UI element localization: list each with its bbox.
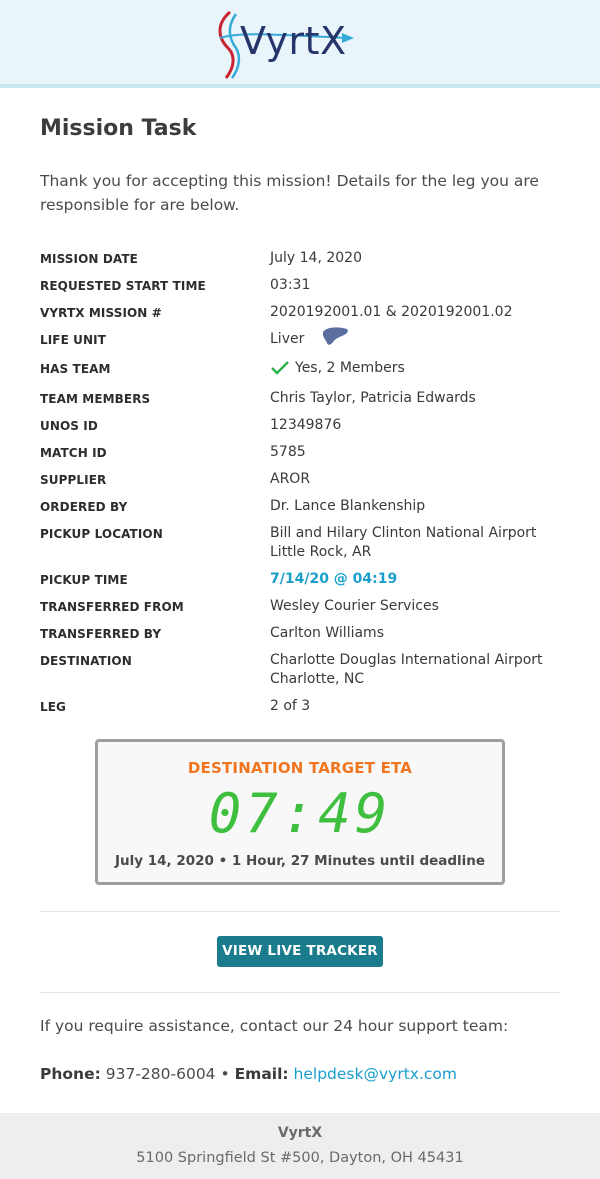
detail-value: Dr. Lance Blankenship [270,498,426,514]
detail-label: VYRTX MISSION # [40,306,162,320]
detail-label: MATCH ID [40,446,107,460]
detail-value: 2020192001.01 & 2020192001.02 [270,304,513,320]
detail-label: HAS TEAM [40,362,111,376]
detail-value [270,330,570,349]
intro-text: Thank you for accepting this mission! Details for the leg you are responsible for are below. [40,172,539,214]
page-title: Mission Task [40,116,197,141]
detail-value: AROR [270,471,311,487]
pickup-location-line2: Little Rock, AR [270,544,372,560]
detail-label: TRANSFERRED FROM [40,600,184,614]
detail-value [270,651,570,689]
liver-icon [320,326,350,348]
eta-panel [95,739,505,885]
divider [40,911,560,912]
detail-value: Chris Taylor, Patricia Edwards [270,390,476,406]
header-banner [0,0,600,88]
detail-label: PICKUP LOCATION [40,527,163,541]
detail-label: REQUESTED START TIME [40,279,206,293]
detail-value: 2 of 3 [270,698,311,714]
divider [40,992,560,993]
detail-value [270,359,570,378]
pickup-time-link[interactable]: 7/14/20 @ 04:19 [270,571,398,587]
detail-label: UNOS ID [40,419,98,433]
detail-value: July 14, 2020 [270,250,362,266]
phone-label: Phone: [40,1065,101,1083]
contact-line [40,1065,457,1083]
logo-text: VyrtX [240,19,347,63]
detail-value: 03:31 [270,277,311,293]
detail-label: SUPPLIER [40,473,107,487]
detail-label: PICKUP TIME [40,573,128,587]
pickup-location-line1: Bill and Hilary Clinton National Airport [270,525,537,541]
email-link[interactable]: helpdesk@vyrtx.com [293,1065,457,1083]
destination-line1: Charlotte Douglas International Airport [270,652,543,668]
detail-label: ORDERED BY [40,500,128,514]
detail-label: LIFE UNIT [40,333,107,347]
detail-label: TRANSFERRED BY [40,627,162,641]
detail-label: TEAM MEMBERS [40,392,151,406]
support-text: If you require assistance, contact our 24 hour support team: [40,1017,509,1035]
eta-deadline-text: July 14, 2020 • 1 Hour, 27 Minutes until deadline [114,853,486,869]
email-label: Email: [234,1065,289,1083]
destination-line2: Charlotte, NC [270,671,365,687]
detail-label: LEG [40,700,66,714]
has-team-text: Yes, 2 Members [295,360,405,376]
check-icon [270,360,290,376]
contact-separator: • [220,1065,230,1083]
view-live-tracker-button[interactable]: VIEW LIVE TRACKER [217,936,383,967]
footer-address: 5100 Springfield St #500, Dayton, OH 45431 [136,1150,464,1166]
detail-label: MISSION DATE [40,252,138,266]
detail-value: 12349876 [270,417,342,433]
detail-value: 5785 [270,444,306,460]
detail-label: DESTINATION [40,654,132,668]
eta-title: DESTINATION TARGET ETA [187,759,413,777]
detail-value [270,524,570,562]
eta-time-display: 07:49 [208,782,392,845]
phone-number[interactable]: 937-280-6004 [105,1065,216,1083]
footer-company-name: VyrtX [277,1125,323,1141]
life-unit-text: Liver [270,331,305,347]
detail-value: Wesley Courier Services [270,598,439,614]
detail-value: Carlton Williams [270,625,384,641]
footer [0,1113,600,1179]
